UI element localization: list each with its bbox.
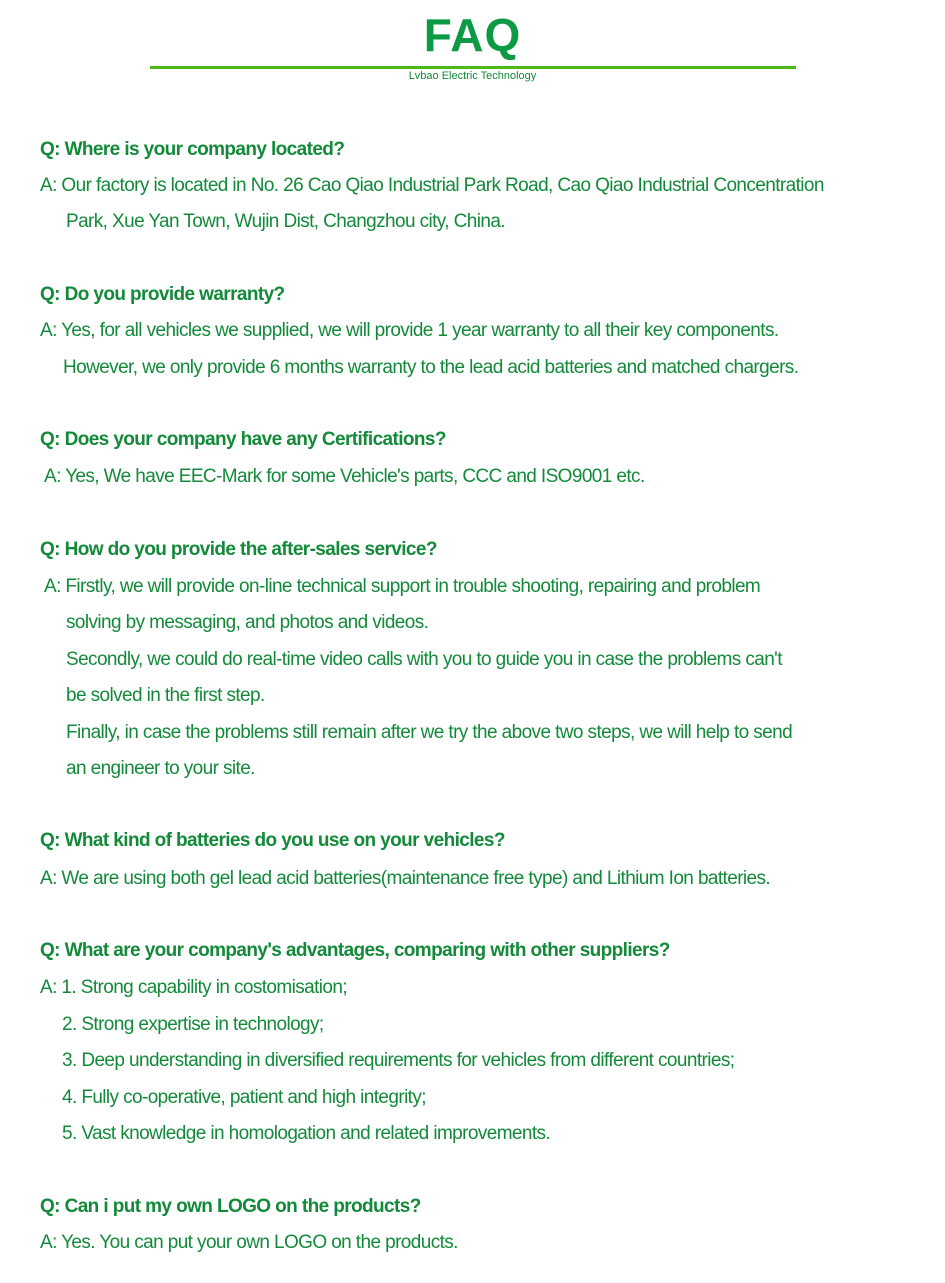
faq-question: Q: What are your company's advantages, comparing with other suppliers? [40,940,670,961]
faq-answer-line: 5. Vast knowledge in homologation and related improvements. [62,1123,551,1144]
faq-answer-line: A: We are using both gel lead acid batteries(maintenance free type) and Lithium Ion batteries. [40,868,771,889]
faq-answer-line: 2. Strong expertise in technology; [62,1014,324,1035]
faq-answer-line: A: Firstly, we will provide on-line technical support in trouble shooting, repairing and problem [44,576,761,597]
company-subtitle: Lvbao Electric Technology [408,70,537,82]
faq-question: Q: How do you provide the after-sales service? [40,539,437,560]
faq-answer-line: A: Yes, for all vehicles we supplied, we will provide 1 year warranty to all their key components. [40,320,779,341]
faq-answer-line: A: Our factory is located in No. 26 Cao Qiao Industrial Park Road, Cao Qiao Industrial Concentration [40,175,824,196]
faq-answer-line: solving by messaging, and photos and videos. [66,612,429,633]
faq-answer-line: be solved in the first step. [66,685,265,706]
faq-answer-line: A: Yes. You can put your own LOGO on the products. [40,1232,458,1253]
faq-question: Q: Does your company have any Certifications? [40,429,446,450]
page-title: FAQ [423,9,522,61]
faq-answer-line: Finally, in case the problems still remain after we try the above two steps, we will help to send [66,722,793,743]
faq-question: Q: Do you provide warranty? [40,284,285,305]
faq-answer-line: Park, Xue Yan Town, Wujin Dist, Changzhou city, China. [66,211,505,232]
faq-answer-line: However, we only provide 6 months warranty to the lead acid batteries and matched chargers. [63,357,799,378]
faq-answer-line: 4. Fully co-operative, patient and high integrity; [62,1087,426,1108]
faq-answer-line: 3. Deep understanding in diversified requirements for vehicles from different countries; [62,1050,735,1071]
faq-answer-line: an engineer to your site. [66,758,255,779]
faq-answer-line: A: Yes, We have EEC-Mark for some Vehicle's parts, CCC and ISO9001 etc. [44,466,645,487]
faq-question: Q: Can i put my own LOGO on the products? [40,1196,421,1217]
header-divider [150,66,796,69]
faq-question: Q: What kind of batteries do you use on your vehicles? [40,830,505,851]
faq-answer-line: A: 1. Strong capability in costomisation; [40,977,348,998]
faq-answer-line: Secondly, we could do real-time video calls with you to guide you in case the problems can't [66,649,782,670]
faq-question: Q: Where is your company located? [40,139,345,160]
